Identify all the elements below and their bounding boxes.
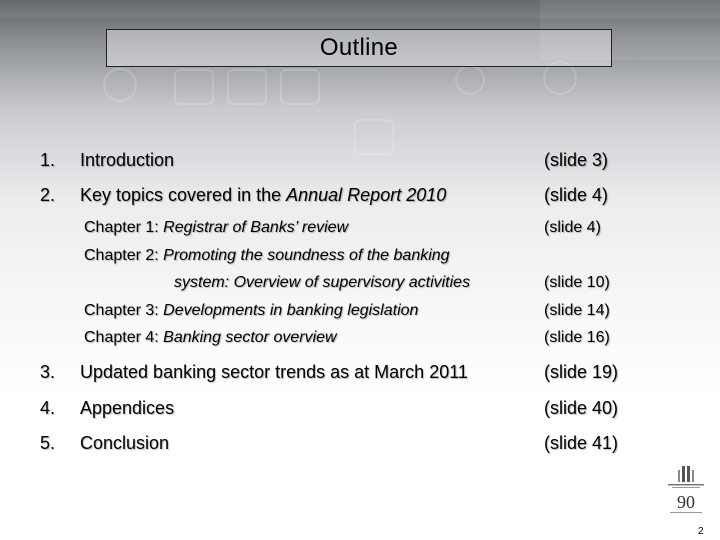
page-number: 2 [698, 526, 704, 537]
item-label: Updated banking sector trends as at March 2011 [80, 362, 468, 382]
bank-logo-icon [664, 464, 708, 518]
slide-reference: (slide 10) [544, 274, 610, 291]
item-number: 4. [40, 398, 56, 418]
item-label: Conclusion [80, 433, 170, 453]
chapter-line [84, 247, 450, 265]
chapter-prefix: Chapter 1: [84, 219, 164, 236]
slide-title: Outline [106, 29, 612, 67]
chapter-title: Promoting the soundness of the banking [163, 247, 450, 264]
chapter-prefix: Chapter 2: [84, 247, 164, 264]
item-number: 2. [40, 185, 56, 205]
slide-reference: (slide 14) [544, 302, 610, 319]
slide-reference: (slide 19) [544, 362, 619, 382]
chapter-prefix: Chapter 4: [84, 329, 164, 346]
item-number: 3. [40, 362, 56, 382]
chapter-title-continued: system: Overview of supervisory activities [174, 274, 471, 291]
report-title: Annual Report 2010 [286, 185, 447, 205]
chapter-line [84, 329, 337, 347]
chapter-title: Banking sector overview [163, 329, 337, 346]
slide-reference: (slide 16) [544, 329, 610, 346]
chapter-title: Developments in banking legislation [163, 302, 419, 319]
anniversary-number: 90 [677, 492, 695, 512]
chapter-title: Registrar of Banks’ review [163, 219, 349, 236]
item-number: 1. [40, 150, 56, 170]
item-number: 5. [40, 433, 56, 453]
item-label: Appendices [80, 398, 175, 418]
chapter-prefix: Chapter 3: [84, 302, 164, 319]
item-label-text: Key topics covered in the [80, 185, 287, 205]
chapter-line [84, 219, 348, 237]
slide-reference: (slide 4) [544, 219, 601, 236]
item-label [80, 185, 446, 206]
slide-reference: (slide 40) [544, 398, 619, 418]
chapter-line [84, 302, 418, 320]
slide-reference: (slide 4) [544, 185, 609, 205]
anniversary-logo [664, 464, 708, 518]
slide-reference: (slide 3) [544, 150, 609, 170]
item-label: Introduction [80, 150, 175, 170]
slide-reference: (slide 41) [544, 433, 619, 453]
